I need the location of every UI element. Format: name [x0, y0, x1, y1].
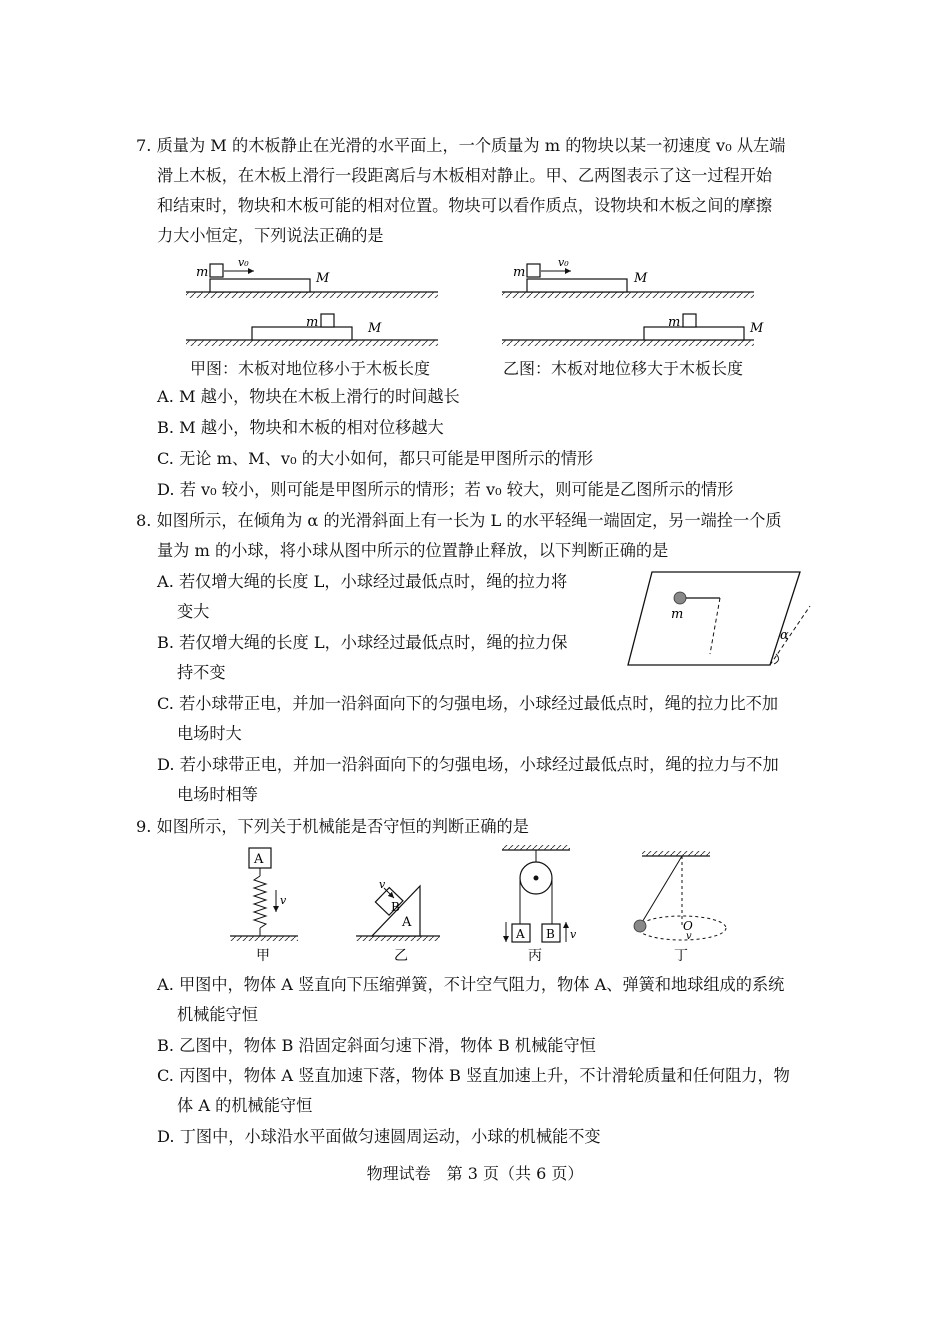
q7-option-d: D. 若 v₀ 较小，则可能是甲图所示的情形；若 v₀ 较大，则可能是乙图所示的情形 — [157, 480, 734, 499]
q8-option-b: B. 若仅增大绳的长度 L，小球经过最低点时，绳的拉力保 — [157, 633, 568, 652]
q7-jia-board-end — [252, 327, 352, 340]
svg-text:v: v — [570, 928, 577, 941]
svg-text:v: v — [686, 931, 692, 942]
q9-option-d: D. 丁图中，小球沿水平面做匀速圆周运动，小球的机械能不变 — [157, 1127, 601, 1146]
svg-text:O: O — [683, 919, 693, 933]
q9-option-b: B. 乙图中，物体 B 沿固定斜面匀速下滑，物体 B 机械能守恒 — [157, 1036, 596, 1055]
q7-yi-board-start — [527, 279, 627, 292]
q8-option-a: A. 若仅增大绳的长度 L，小球经过最低点时，绳的拉力将 — [157, 572, 568, 591]
svg-text:B: B — [391, 900, 400, 914]
q7-caption-yi: 乙图：木板对地位移大于木板长度 — [503, 359, 744, 378]
q7-caption-jia: 甲图：木板对地位移小于木板长度 — [190, 359, 431, 378]
svg-text:B: B — [546, 927, 555, 941]
q8-option-a-cont: 变大 — [177, 602, 210, 621]
page-footer: 物理试卷 第 3 页（共 6 页） — [366, 1164, 584, 1183]
svg-text:M: M — [634, 271, 648, 286]
q9-label-yi: 乙 — [394, 948, 408, 964]
q9-fig-jia — [230, 848, 298, 964]
q9-label-bing: 丙 — [528, 948, 542, 964]
q7-jia-m-label: m — [196, 265, 209, 280]
q7-line-1: 7. 质量为 M 的木板静止在光滑的水平面上，一个质量为 m 的物块以某一初速度 v₀ 从左端 — [136, 136, 786, 155]
q7-jia-v0-label: v₀ — [238, 256, 249, 269]
svg-text:A: A — [402, 915, 412, 930]
q8-alpha-label: α — [780, 628, 789, 643]
q8-line-2: 量为 m 的小球，将小球从图中所示的位置静止释放，以下判断正确的是 — [157, 541, 669, 560]
q8-incline-figure — [624, 568, 824, 670]
q7-option-c: C. 无论 m、M、v₀ 的大小如何，都只可能是甲图所示的情形 — [157, 449, 594, 468]
q9-option-c: C. 丙图中，物体 A 竖直加速下落，物体 B 竖直加速上升，不计滑轮质量和任何阻力，物 — [157, 1066, 790, 1085]
q7-option-a: A. M 越小，物块在木板上滑行的时间越长 — [157, 387, 460, 406]
svg-text:m: m — [668, 315, 681, 330]
q8-m-label: m — [671, 607, 684, 622]
q7-jia-M-label: M — [316, 271, 330, 286]
q8-option-d-cont: 电场时相等 — [177, 785, 258, 804]
q7-yi-block-start — [527, 264, 540, 277]
svg-text:m: m — [513, 265, 526, 280]
q7-jia-block-start — [210, 264, 223, 277]
q8-option-d: D. 若小球带正电，并加一沿斜面向下的匀强电场，小球经过最低点时，绳的拉力与不加 — [157, 755, 779, 774]
q7-yi-block-end — [683, 314, 696, 327]
q7-jia-board-start — [210, 279, 310, 292]
q8-ball — [674, 592, 686, 604]
q8-line-1: 8. 如图所示，在倾角为 α 的光滑斜面上有一长为 L 的水平轻绳一端固定，另一端拴一个质 — [136, 511, 782, 530]
q8-option-c: C. 若小球带正电，并加一沿斜面向下的匀强电场，小球经过最低点时，绳的拉力比不加 — [157, 694, 779, 713]
q8-option-b-cont: 持不变 — [177, 663, 226, 682]
q9-fig-ding — [634, 851, 726, 964]
q9-figures — [222, 842, 722, 967]
q7-option-b: B. M 越小，物块和木板的相对位移越大 — [157, 418, 444, 437]
q9-label-ding: 丁 — [674, 948, 688, 964]
svg-text:A: A — [516, 927, 525, 941]
svg-text:m: m — [306, 315, 319, 330]
q9-option-a-cont: 机械能守恒 — [177, 1005, 258, 1024]
q9-option-c-cont: 体 A 的机械能守恒 — [177, 1096, 313, 1115]
q9-option-a: A. 甲图中，物体 A 竖直向下压缩弹簧，不计空气阻力，物体 A、弹簧和地球组成的系统 — [157, 975, 785, 994]
svg-text:A: A — [254, 852, 264, 867]
svg-text:M: M — [750, 321, 764, 336]
q7-line-3: 和结束时，物块和木板可能的相对位置。物块可以看作质点，设物块和木板之间的摩擦 — [157, 196, 773, 215]
q7-line-4: 力大小恒定，下列说法正确的是 — [157, 226, 384, 245]
q9-line-1: 9. 如图所示，下列关于机械能是否守恒的判断正确的是 — [136, 817, 529, 836]
svg-text:v: v — [379, 878, 386, 891]
svg-text:M: M — [368, 321, 382, 336]
q7-jia-block-end — [321, 314, 334, 327]
svg-text:v: v — [280, 894, 287, 907]
q7-figure-yi — [496, 252, 776, 352]
q7-figure-jia — [180, 252, 450, 352]
q9-label-jia: 甲 — [256, 948, 270, 964]
q9-fig-bing — [502, 845, 577, 964]
q9-fig-yi — [356, 878, 440, 964]
q7-yi-board-end — [644, 327, 744, 340]
q8-option-c-cont: 电场时大 — [177, 724, 242, 743]
q7-line-2: 滑上木板，在木板上滑行一段距离后与木板相对静止。甲、乙两图表示了这一过程开始 — [157, 166, 773, 185]
svg-text:v₀: v₀ — [558, 256, 569, 269]
